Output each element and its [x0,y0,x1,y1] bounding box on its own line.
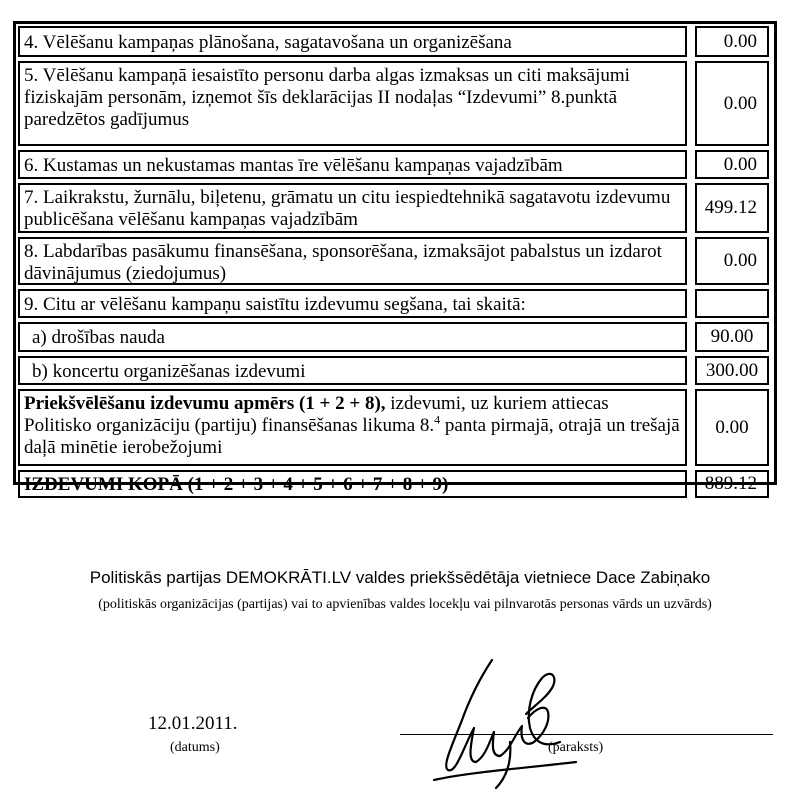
date-value: 12.01.2011. [148,713,238,734]
row-9b-value: 300.00 [695,356,769,385]
row-4-value: 0.00 [695,26,769,57]
total-label: IZDEVUMI KOPĀ (1 + 2 + 3 + 4 + 5 + 6 + 7 + 8 + 9) [18,470,687,498]
pre-election-value: 0.00 [695,389,769,466]
signatory-note: (politiskās organizācijas (partijas) vai to apvienības valdes locekļu vai pilnvarotās personas vārds un uzvārds) [98,597,712,612]
row-8-label: 8. Labdarības pasākumu finansēšana, sponsorēšana, izmaksājot pabalstus un izdarot dāvinājumus (ziedojumus) [18,237,687,285]
row-5-label: 5. Vēlēšanu kampaņā iesaistīto personu darba algas izmaksas un citi maksājumi fiziskajām personām, izņemot šīs deklarācijas II nodaļas “Izdevumi” 8.punktā paredzētos gadījumus [18,61,687,146]
pre-election-sup: 4 [434,412,441,427]
row-6-value: 0.00 [695,150,769,179]
signature-label: (paraksts) [548,740,604,755]
pre-election-label-bold: Priekšvēlēšanu izdevumu apmērs (1 + 2 + 8), [24,393,386,414]
expenses-table [13,21,777,495]
pre-election-label-rest: izdevumi, uz kuriem attiecas Politisko organizāciju (partiju) finansēšanas likuma 8. [24,393,609,436]
pre-election-label-tail: panta pirmajā, otrajā un trešajā daļā minētie ierobežojumi [24,415,680,458]
row-4-label: 4. Vēlēšanu kampaņas plānošana, sagatavošana un organizēšana [18,26,687,57]
row-7-label: 7. Laikrakstu, žurnālu, biļetenu, grāmatu un citu iespiedtehnikā sagatavotu izdevumu publicēšana vēlēšanu kampaņas vajadzībām [18,183,687,233]
row-5-value: 0.00 [695,61,769,146]
pre-election-label [18,389,687,466]
row-9a-value: 90.00 [695,322,769,352]
signature-scribble [430,638,580,790]
signatory-line: Politiskās partijas DEMOKRĀTI.LV valdes priekšsēdētāja vietniece Dace Zabiņako [89,568,711,587]
total-value: 889.12 [695,470,769,498]
date-label: (datums) [170,740,220,755]
row-9b-label: b) koncertu organizēšanas izdevumi [18,356,687,385]
row-8-value: 0.00 [695,237,769,285]
row-6-label: 6. Kustamas un nekustamas mantas īre vēlēšanu kampaņas vajadzībām [18,150,687,179]
row-7-value: 499.12 [695,183,769,233]
row-9a-label: a) drošības nauda [18,322,687,352]
row-9-label: 9. Citu ar vēlēšanu kampaņu saistītu izdevumu segšana, tai skaitā: [18,289,687,318]
signature-line [400,734,773,735]
row-9-value [695,289,769,318]
